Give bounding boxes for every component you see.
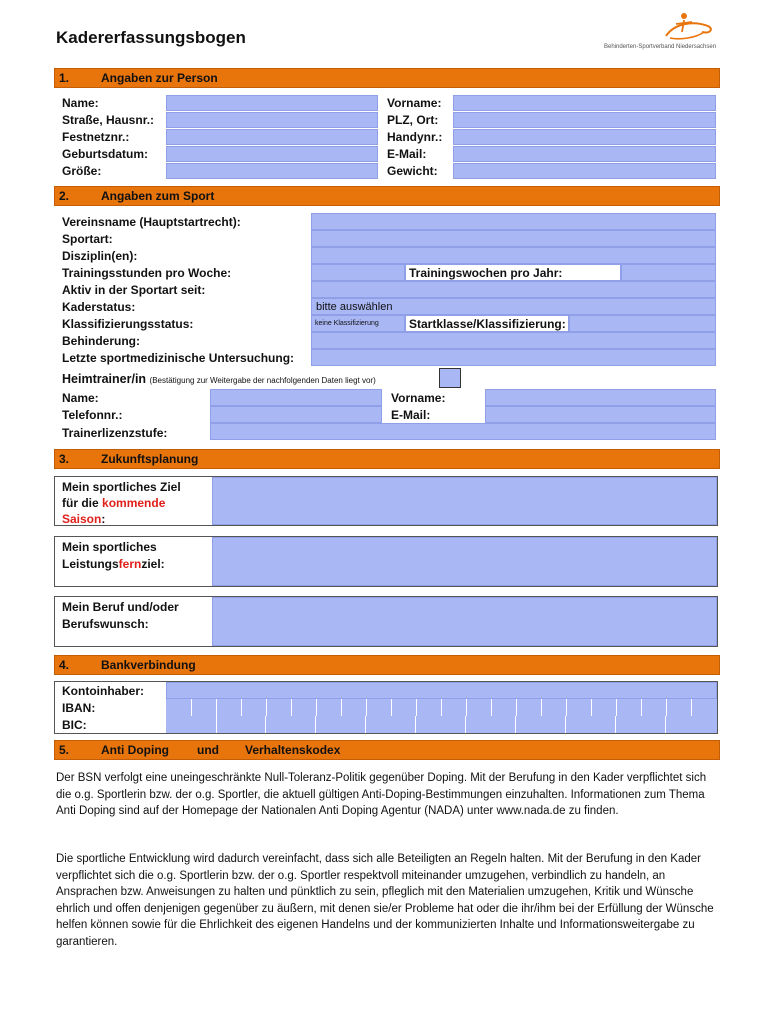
training-weeks-input[interactable] — [621, 264, 716, 281]
label-bic: BIC: — [62, 718, 87, 732]
birthdate-input[interactable] — [166, 146, 378, 162]
iban-divider — [566, 699, 567, 716]
section-title-c: Verhaltenskodex — [245, 743, 341, 757]
medical-exam-input[interactable] — [311, 349, 716, 366]
section-header-person — [54, 68, 720, 88]
iban-divider — [416, 699, 417, 716]
section-header-future — [54, 449, 720, 469]
start-class-input[interactable] — [569, 315, 716, 332]
account-holder-input[interactable] — [166, 682, 717, 699]
training-weeks-box — [405, 264, 621, 281]
label-active-since: Aktiv in der Sportart seit: — [62, 283, 206, 297]
anti-doping-paragraph: Der BSN verfolgt eine uneingeschränkte Null-Toleranz-Politik gegenüber Doping. Mit der Berufung in den Kader verpflichtet sich die o.g. Sportlerin bzw. der o.g. Sportler, die aktuell gültigen Anti-Doping-Bestimmungen einzuhalten. Informationen zum Thema Anti Doping sind auf der Homepage der Nationalen Anti Doping Agentur (NADA) unter www.nada.de zu finden. — [56, 772, 707, 817]
goal-season-colon: : — [101, 512, 106, 526]
bic-cell — [166, 716, 216, 733]
home-trainer-title: Heimtrainer/in — [62, 372, 147, 386]
section-title: Zukunftsplanung — [101, 452, 199, 466]
iban-divider — [191, 699, 192, 716]
label-discipline: Disziplin(en): — [62, 249, 138, 263]
logo-icon — [604, 10, 720, 44]
label-home-trainer — [62, 372, 376, 386]
section-number: 4. — [59, 658, 70, 672]
goal-season-highlight: kommende — [102, 496, 166, 510]
label-club: Vereinsname (Hauptstartrecht): — [62, 215, 241, 229]
street-input[interactable] — [166, 112, 378, 128]
trainer-license-input[interactable] — [210, 423, 716, 440]
bic-input[interactable] — [166, 716, 717, 733]
trainer-phone-input[interactable] — [210, 406, 382, 423]
goal-longterm-suffix: ziel: — [141, 557, 165, 571]
goal-season-line3 — [62, 511, 181, 527]
iban-divider — [641, 699, 642, 716]
section-header-sport — [54, 186, 720, 206]
label-career — [62, 599, 179, 633]
email-input[interactable] — [453, 146, 716, 162]
iban-divider — [266, 699, 267, 716]
iban-divider — [491, 699, 492, 716]
label-account-holder: Kontoinhaber: — [62, 684, 144, 698]
code-of-conduct-paragraph: Die sportliche Entwicklung wird dadurch vereinfacht, dass sich alle Beteiligten an Regeln halten. Mit der Berufung in den Kader verpflichtet sich die o.g. Sportlerin bzw. der o.g. Sportler respektvoll miteinander umzugehen, verbindlich zu handeln, an Ansprachen bzw. Anweisungen zu halten und pünktlich zu sein, pfleglich mit den Materialien umzugehen, Kritik und Wünsche ehrlich und offen denjenigen gegenüber zu äußern, mit denen sie/er Probleme hat oder die ihr/ihm bei der Erfüllung der Wünsche helfen können sowie für die Ehrlichkeit des eigenen Handelns und der kommunizierten Inhalte und Informationsweitergabe zu garantieren. — [56, 853, 714, 948]
section-title-b: und — [197, 743, 219, 757]
iban-divider — [666, 699, 667, 716]
iban-divider — [366, 699, 367, 716]
label-mobile: Handynr.: — [387, 130, 443, 144]
classification-select[interactable] — [311, 315, 405, 332]
label-name: Name: — [62, 96, 99, 110]
sport-input[interactable] — [311, 230, 716, 247]
label-training-hours: Trainingsstunden pro Woche: — [62, 266, 232, 280]
label-height: Größe: — [62, 164, 102, 178]
iban-divider — [591, 699, 592, 716]
section-header-bank — [54, 655, 720, 675]
bic-cell — [466, 716, 515, 733]
goal-longterm-text: Leistungs — [62, 557, 119, 571]
section-number: 3. — [59, 452, 70, 466]
label-disability: Behinderung: — [62, 334, 140, 348]
iban-divider — [441, 699, 442, 716]
career-input[interactable] — [212, 597, 717, 646]
mobile-input[interactable] — [453, 129, 716, 145]
label-trainer-phone: Telefonnr.: — [62, 408, 123, 422]
training-hours-input[interactable] — [311, 264, 405, 281]
goal-season-text: für die — [62, 496, 103, 510]
zip-city-input[interactable] — [453, 112, 716, 128]
iban-divider — [516, 699, 517, 716]
iban-divider — [466, 699, 467, 716]
section-title: Angaben zum Sport — [101, 189, 215, 203]
label-goal-season — [62, 479, 181, 527]
label-start-class: Startklasse/Klassifizierung: — [409, 317, 566, 331]
page-title: Kadererfassungsbogen — [56, 28, 246, 47]
weight-input[interactable] — [453, 163, 716, 179]
goal-season-box — [54, 476, 718, 526]
iban-divider — [291, 699, 292, 716]
iban-divider — [616, 699, 617, 716]
iban-input[interactable] — [166, 699, 717, 716]
section-number: 1. — [59, 71, 70, 85]
discipline-input[interactable] — [311, 247, 716, 264]
bic-cell — [366, 716, 415, 733]
bic-cell — [516, 716, 565, 733]
name-input[interactable] — [166, 95, 378, 111]
bic-cell — [566, 716, 615, 733]
logo — [604, 10, 720, 60]
goal-longterm-input[interactable] — [212, 537, 717, 586]
start-class-box — [405, 315, 569, 332]
height-input[interactable] — [166, 163, 378, 179]
section-title: Angaben zur Person — [101, 71, 218, 85]
iban-divider — [691, 699, 692, 716]
iban-divider — [241, 699, 242, 716]
bic-cell — [616, 716, 665, 733]
bic-cell — [266, 716, 315, 733]
label-iban: IBAN: — [62, 701, 96, 715]
goal-longterm-line2 — [62, 556, 165, 573]
club-input[interactable] — [311, 213, 716, 230]
label-squad-status: Kaderstatus: — [62, 300, 136, 314]
label-weight: Gewicht: — [387, 164, 438, 178]
label-trainer-license: Trainerlizenzstufe: — [62, 426, 168, 440]
goal-longterm-box — [54, 536, 718, 587]
bic-cell — [416, 716, 465, 733]
goal-season-input[interactable] — [212, 477, 717, 525]
goal-season-highlight2: Saison — [62, 512, 102, 526]
section-number: 5. — [59, 743, 70, 757]
section-title: Bankverbindung — [101, 658, 196, 672]
label-trainer-email: E-Mail: — [391, 408, 431, 422]
squad-status-select[interactable] — [311, 298, 716, 315]
goal-longterm-line1: Mein sportliches — [62, 540, 157, 554]
bic-cell — [316, 716, 365, 733]
label-sport: Sportart: — [62, 232, 113, 246]
label-goal-longterm — [62, 539, 165, 573]
label-zip-city: PLZ, Ort: — [387, 113, 439, 127]
goal-season-line2 — [62, 495, 181, 511]
trainer-email-input[interactable] — [485, 406, 716, 423]
section-header-anti-doping — [54, 740, 720, 760]
landline-input[interactable] — [166, 129, 378, 145]
career-line2: Berufswunsch: — [62, 617, 149, 631]
section-number: 2. — [59, 189, 70, 203]
bic-cell — [217, 716, 265, 733]
trainer-name-input[interactable] — [210, 389, 382, 406]
iban-divider — [216, 699, 217, 716]
bic-cell — [666, 716, 717, 733]
iban-divider — [541, 699, 542, 716]
trainer-consent-checkbox[interactable] — [439, 368, 461, 388]
bank-box — [54, 681, 718, 734]
label-landline: Festnetznr.: — [62, 130, 130, 144]
section-title-a: Anti Doping — [101, 743, 169, 757]
label-classification-status: Klassifizierungsstatus: — [62, 317, 194, 331]
label-trainer-firstname: Vorname: — [391, 391, 446, 405]
active-since-input[interactable] — [311, 281, 716, 298]
label-training-weeks: Trainingswochen pro Jahr: — [409, 266, 563, 280]
label-email: E-Mail: — [387, 147, 427, 161]
home-trainer-note: (Bestätigung zur Weitergabe der nachfolgenden Daten liegt vor) — [149, 376, 376, 385]
label-medical-exam: Letzte sportmedizinische Untersuchung: — [62, 351, 295, 365]
squad-status-value: bitte auswählen — [316, 301, 393, 313]
firstname-input[interactable] — [453, 95, 716, 111]
label-firstname: Vorname: — [387, 96, 442, 110]
career-box — [54, 596, 718, 647]
label-street: Straße, Hausnr.: — [62, 113, 155, 127]
disability-input[interactable] — [311, 332, 716, 349]
iban-divider — [341, 699, 342, 716]
iban-divider — [391, 699, 392, 716]
goal-season-line1: Mein sportliches Ziel — [62, 480, 181, 494]
classification-value: keine Klassifizierung — [315, 320, 379, 327]
career-line1: Mein Beruf und/oder — [62, 600, 179, 614]
label-birthdate: Geburtsdatum: — [62, 147, 149, 161]
iban-divider — [316, 699, 317, 716]
goal-longterm-highlight: fern — [118, 557, 142, 571]
trainer-firstname-input[interactable] — [485, 389, 716, 406]
label-trainer-name: Name: — [62, 391, 99, 405]
logo-text: Behinderten-Sportverband Niedersachsen — [604, 44, 717, 50]
